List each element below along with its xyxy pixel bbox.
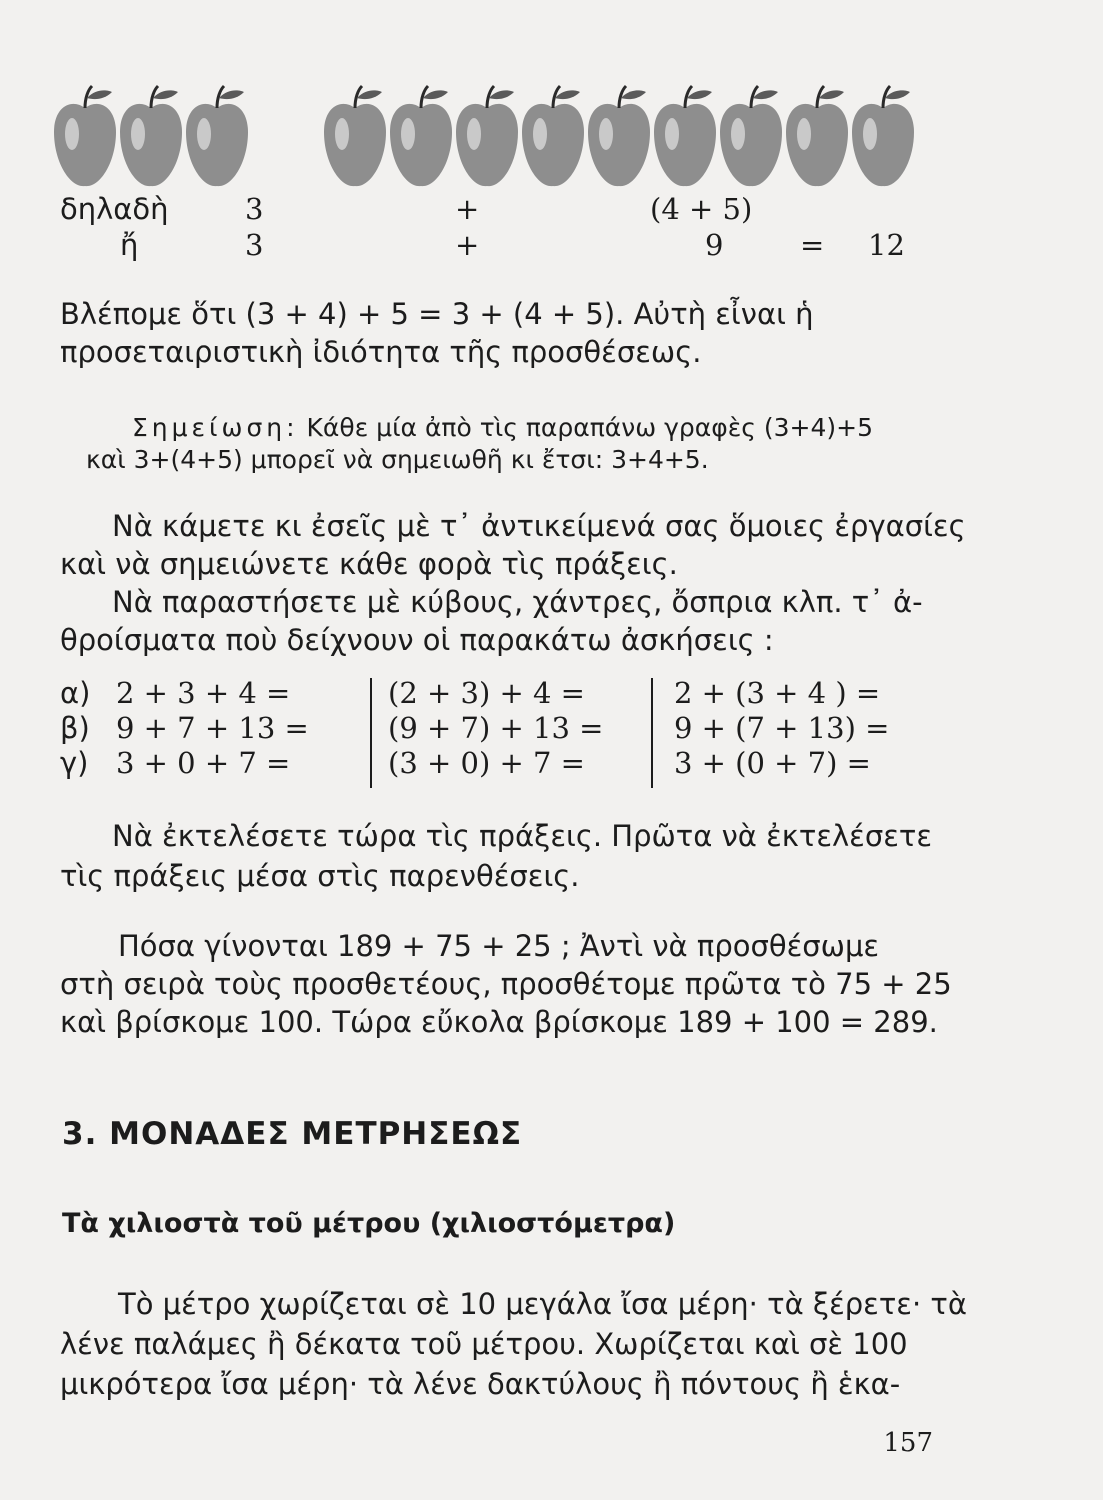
exercise-col1: 3 + 0 + 7 = [116, 746, 291, 780]
apple-group-b [324, 86, 914, 186]
paragraph-line: λένε παλάμες ἢ δέκατα τοῦ μέτρου. Χωρίζεται καὶ σὲ 100 [60, 1327, 908, 1361]
paragraph-line: καὶ βρίσκομε 100. Τώρα εὔκολα βρίσκομε 189 + 100 = 289. [60, 1005, 938, 1039]
sum-term: 3 [245, 228, 264, 262]
paragraph-line: Νὰ ἐκτελέσετε τώρα τὶς πράξεις. Πρῶτα νὰ ἐκτελέσετε [112, 819, 933, 853]
paragraph-line: Βλέπομε ὅτι (3 + 4) + 5 = 3 + (4 + 5). Αὐτὴ εἶναι ἡ [60, 297, 814, 331]
sum-term: 9 [705, 228, 724, 262]
apple-group-a [54, 86, 248, 186]
note-text: καὶ 3+(4+5) μπορεῖ νὰ σημειωθῆ κι ἔτσι: 3+4+5. [86, 445, 709, 474]
paragraph-line: καὶ νὰ σημειώνετε κάθε φορὰ τὶς πράξεις. [60, 547, 678, 581]
paragraph-line: Τὸ μέτρο χωρίζεται σὲ 10 μεγάλα ἴσα μέρη· τὰ ξέρετε· τὰ [118, 1287, 967, 1321]
exercise-label: α) [60, 676, 91, 710]
subheading: Τὰ χιλιοστὰ τοῦ μέτρου (χιλιοστόμετρα) [62, 1208, 676, 1239]
sum-term: (4 + 5) [650, 192, 753, 226]
exercise-col1: 2 + 3 + 4 = [116, 676, 291, 710]
paragraph-line: Πόσα γίνονται 189 + 75 + 25 ; Ἀντὶ νὰ προσθέσωμε [118, 929, 880, 963]
exercise-label: β) [60, 711, 90, 745]
exercise-col2: (9 + 7) + 13 = [388, 711, 604, 745]
exercise-col3: 3 + (0 + 7) = [674, 746, 871, 780]
note-text: Κάθε μία ἀπὸ τὶς παραπάνω γραφὲς (3+4)+5 [306, 413, 873, 442]
paragraph-line: τὶς πράξεις μέσα στὶς παρενθέσεις. [60, 859, 580, 893]
exercise-col1: 9 + 7 + 13 = [116, 711, 309, 745]
note-block [86, 412, 873, 476]
paragraph-line: Νὰ κάμετε κι ἐσεῖς μὲ τ᾽ ἀντικείμενά σας ὅμοιες ἐργασίες [112, 509, 966, 543]
paragraph-line: προσεταιριστικὴ ἰδιότητα τῆς προσθέσεως. [60, 335, 702, 369]
paragraph-line: μικρότερα ἴσα μέρη· τὰ λένε δακτύλους ἢ πόντους ἢ ἑκα- [60, 1367, 901, 1401]
sum-label: ἤ [120, 228, 139, 262]
sum-term: 3 [245, 192, 264, 226]
paragraph-line: θροίσματα ποὺ δείχνουν οἱ παρακάτω ἀσκήσεις : [60, 623, 774, 657]
page-number: 157 [883, 1428, 933, 1458]
exercise-col3: 9 + (7 + 13) = [674, 711, 890, 745]
paragraph-line: Νὰ παραστήσετε μὲ κύβους, χάντρες, ὄσπρια κλπ. τ᾽ ἀ- [112, 585, 923, 619]
note-label: Σημείωση: [132, 413, 299, 442]
exercise-col2: (2 + 3) + 4 = [388, 676, 585, 710]
table-divider [651, 678, 653, 788]
paragraph-line: στὴ σειρὰ τοὺς προσθετέους, προσθέτομε πρῶτα τὸ 75 + 25 [60, 967, 952, 1001]
exercise-label: γ) [60, 746, 89, 780]
table-divider [370, 678, 372, 788]
sum-result: 12 [868, 228, 905, 262]
sum-equals: = [800, 228, 825, 262]
sum-operator: + [455, 228, 480, 262]
section-heading: 3. ΜΟΝΑΔΕΣ ΜΕΤΡΗΣΕΩΣ [62, 1116, 523, 1152]
sum-operator: + [455, 192, 480, 226]
exercise-col3: 2 + (3 + 4 ) = [674, 676, 881, 710]
exercise-col2: (3 + 0) + 7 = [388, 746, 585, 780]
apples-illustration [52, 78, 922, 190]
sum-label: δηλαδὴ [60, 192, 169, 226]
